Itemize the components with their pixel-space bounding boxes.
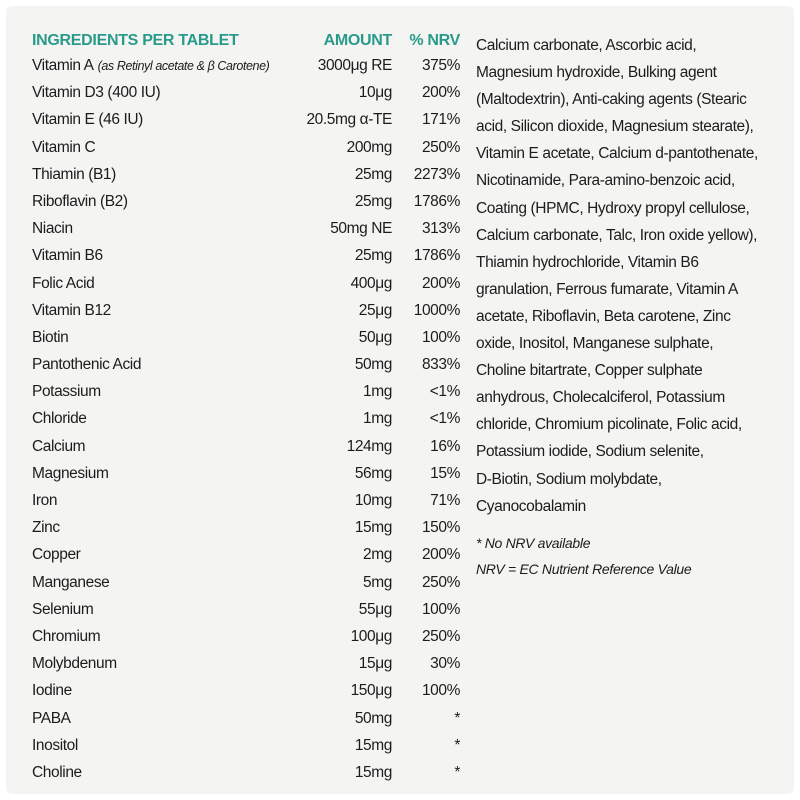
ingredients-line: chloride, Chromium picolinate, Folic acid, — [476, 416, 742, 434]
nutrient-amount: 200mg — [346, 138, 392, 156]
table-row — [32, 761, 472, 788]
nutrient-nrv: 71% — [430, 492, 460, 509]
table-row — [32, 489, 472, 516]
nutrient-nrv: 200% — [421, 274, 460, 292]
nutrient-name — [32, 574, 109, 592]
nutrient-name-text: Zinc — [32, 519, 60, 537]
nutrient-rows — [32, 54, 472, 788]
nutrient-name-text: Folic Acid — [32, 274, 95, 292]
table-row — [32, 734, 472, 761]
nutrient-name — [32, 139, 95, 157]
nutrient-name — [32, 275, 94, 293]
ingredients-line: Calcium carbonate, Talc, Iron oxide yellow), — [476, 226, 758, 244]
nutrient-name-text: Riboflavin (B2) — [32, 192, 128, 210]
nutrient-name — [32, 601, 93, 619]
ingredients-line: Nicotinamide, Para-amino-benzoic acid, — [476, 172, 735, 190]
ingredients-line: Calcium carbonate, Ascorbic acid, — [476, 37, 697, 54]
ingredients-line: oxide, Inositol, Manganese sulphate, — [476, 335, 714, 353]
table-row — [32, 462, 472, 489]
nutrient-nrv: 1000% — [413, 301, 460, 319]
ingredients-per-tablet-heading: INGREDIENTS PER TABLET — [32, 32, 239, 49]
table-header — [32, 30, 472, 54]
nutrient-amount: 10μg — [358, 84, 392, 102]
nutrient-amount: 3000μg RE — [317, 57, 392, 74]
nutrient-amount: 400μg — [350, 274, 392, 292]
nutrient-name — [32, 682, 72, 700]
nutrient-name — [32, 655, 117, 673]
table-row — [32, 435, 472, 462]
nutrient-amount: 1mg — [363, 383, 392, 401]
ingredients-line: Cyanocobalamin — [476, 497, 586, 515]
nutrient-name — [32, 84, 160, 102]
table-row — [32, 516, 472, 543]
table-row — [32, 244, 472, 271]
nutrient-name-text: Vitamin B12 — [32, 301, 111, 319]
ingredients-line: Thiamin hydrochloride, Vitamin B6 — [476, 253, 699, 271]
ingredients-line: anhydrous, Cholecalciferol, Potassium — [476, 389, 725, 407]
table-row — [32, 652, 472, 679]
nutrient-nrv: 313% — [421, 220, 460, 238]
nutrient-amount: 25mg — [354, 192, 392, 210]
nutrient-amount: 56mg — [354, 464, 392, 482]
table-row — [32, 380, 472, 407]
nutrient-name-text: Niacin — [32, 220, 73, 238]
nutrient-nrv: <1% — [429, 410, 460, 428]
nutrient-amount: 50mg — [354, 356, 392, 374]
nutrient-nrv: 375% — [421, 57, 460, 74]
nutrient-name-text: Molybdenum — [32, 655, 117, 673]
nutrient-name — [32, 465, 109, 483]
table-row — [32, 543, 472, 570]
nutrient-name — [32, 438, 85, 456]
ingredients-column — [476, 32, 782, 582]
nutrient-name-text: Magnesium — [32, 464, 109, 482]
nutrient-name — [32, 546, 80, 564]
nutrient-name — [32, 764, 82, 782]
nutrient-name-text: PABA — [32, 709, 71, 727]
table-row — [32, 679, 472, 706]
table-row — [32, 136, 472, 163]
nutrient-name-text: Inositol — [32, 736, 78, 754]
nutrient-name — [32, 57, 269, 75]
nutrient-name — [32, 220, 73, 238]
ingredients-line: Magnesium hydroxide, Bulking agent — [476, 64, 717, 82]
nutrient-name-text: Vitamin E (46 IU) — [32, 111, 143, 129]
nutrient-table — [32, 30, 472, 788]
nutrient-name-text: Vitamin A — [32, 57, 94, 74]
nutrient-amount: 50μg — [358, 328, 392, 346]
table-row — [32, 217, 472, 244]
nutrient-nrv: 15% — [430, 464, 460, 482]
ingredients-line: acid, Silicon dioxide, Magnesium stearate), — [476, 118, 754, 136]
table-row — [32, 81, 472, 108]
nutrient-nrv: 1786% — [413, 247, 460, 265]
nutrient-nrv: * — [454, 709, 460, 727]
nutrient-name — [32, 410, 87, 428]
nutrient-nrv: 16% — [430, 437, 460, 455]
table-row — [32, 625, 472, 652]
ingredients-line: Potassium iodide, Sodium selenite, — [476, 443, 704, 461]
nutrient-amount: 100μg — [350, 627, 392, 645]
nutrient-nrv: 250% — [421, 138, 460, 156]
table-row — [32, 407, 472, 434]
nutrient-nrv: * — [454, 763, 460, 781]
nutrient-name-text: Thiamin (B1) — [32, 165, 116, 183]
nrv-heading: % NRV — [409, 32, 460, 49]
nutrient-name-text: Pantothenic Acid — [32, 356, 142, 374]
nutrient-amount: 55μg — [358, 600, 392, 618]
nutrient-name-text: Calcium — [32, 437, 86, 455]
nutrient-nrv: * — [454, 736, 460, 754]
footnotes — [476, 530, 782, 582]
nutrient-nrv: 100% — [421, 328, 460, 346]
table-row — [32, 353, 472, 380]
nutrient-nrv: 100% — [421, 682, 460, 700]
nutrient-name — [32, 737, 78, 755]
ingredients-line: Vitamin E acetate, Calcium d-pantothenate, — [476, 145, 758, 163]
nutrient-name — [32, 628, 100, 646]
nutrient-amount: 5mg — [363, 573, 392, 591]
nutrient-name — [32, 710, 71, 728]
table-row — [32, 54, 472, 81]
ingredients-list — [476, 32, 782, 520]
nutrient-name — [32, 356, 141, 374]
nutrient-nrv: 100% — [421, 600, 460, 618]
nutrient-name — [32, 166, 116, 184]
nutrient-nrv: 250% — [421, 627, 460, 645]
nutrient-amount: 25mg — [354, 247, 392, 265]
table-row — [32, 299, 472, 326]
nutrient-name — [32, 383, 101, 401]
nutrient-amount: 2mg — [363, 546, 392, 564]
nutrient-nrv: 1786% — [413, 192, 460, 210]
ingredients-line: D-Biotin, Sodium molybdate, — [476, 470, 662, 488]
table-row — [32, 598, 472, 625]
nutrient-name-text: Vitamin C — [32, 138, 96, 156]
table-row — [32, 163, 472, 190]
table-row — [32, 108, 472, 135]
nutrient-name — [32, 519, 60, 537]
amount-heading: AMOUNT — [323, 32, 392, 49]
nutrition-panel — [6, 6, 794, 794]
table-row — [32, 272, 472, 299]
nutrient-name-text: Choline — [32, 763, 82, 781]
footnote-nrv-definition: NRV = EC Nutrient Reference Value — [476, 560, 692, 577]
nutrient-nrv: 200% — [421, 84, 460, 102]
nutrient-name-text: Vitamin B6 — [32, 247, 103, 265]
table-row — [32, 707, 472, 734]
nutrient-name — [32, 247, 103, 265]
nutrient-nrv: 833% — [421, 356, 460, 374]
nutrient-amount: 25mg — [354, 165, 392, 183]
nutrient-amount: 25μg — [358, 301, 392, 319]
nutrient-amount: 15mg — [354, 763, 392, 781]
nutrient-note: (as Retinyl acetate & β Carotene) — [97, 59, 270, 73]
ingredients-line: acetate, Riboflavin, Beta carotene, Zinc — [476, 307, 731, 325]
ingredients-line: Coating (HPMC, Hydroxy propyl cellulose, — [476, 199, 750, 217]
nutrient-name — [32, 111, 143, 129]
table-row — [32, 326, 472, 353]
nutrient-amount: 10mg — [354, 492, 392, 509]
nutrient-name-text: Copper — [32, 546, 81, 564]
nutrient-name-text: Iron — [32, 492, 58, 509]
nutrient-amount: 50mg NE — [330, 220, 392, 238]
ingredients-line: (Maltodextrin), Anti-caking agents (Stearic — [476, 91, 747, 109]
nutrient-name-text: Manganese — [32, 573, 110, 591]
nutrient-amount: 20.5mg α-TE — [306, 111, 392, 129]
nutrient-nrv: 30% — [430, 655, 460, 673]
nutrient-name — [32, 302, 111, 320]
nutrient-name-text: Iodine — [32, 682, 72, 700]
ingredients-line: granulation, Ferrous fumarate, Vitamin A — [476, 280, 738, 298]
nutrient-name-text: Biotin — [32, 328, 69, 346]
nutrient-amount: 50mg — [354, 709, 392, 727]
nutrient-amount: 15mg — [354, 736, 392, 754]
ingredients-line: Choline bitartrate, Copper sulphate — [476, 362, 703, 380]
nutrient-name-text: Vitamin D3 (400 IU) — [32, 84, 161, 102]
nutrient-name — [32, 193, 128, 211]
nutrient-nrv: <1% — [429, 383, 460, 401]
nutrient-nrv: 250% — [421, 573, 460, 591]
nutrient-name — [32, 492, 57, 510]
nutrient-amount: 15mg — [354, 519, 392, 537]
nutrient-nrv: 200% — [421, 546, 460, 564]
nutrient-name-text: Selenium — [32, 600, 94, 618]
nutrient-name-text: Chromium — [32, 627, 101, 645]
nutrient-amount: 150μg — [350, 682, 392, 700]
nutrient-nrv: 150% — [421, 519, 460, 537]
footnote-no-nrv: * No NRV available — [476, 534, 591, 551]
table-row — [32, 571, 472, 598]
nutrient-amount: 1mg — [363, 410, 392, 428]
nutrient-amount: 124mg — [346, 437, 392, 455]
nutrient-name-text: Potassium — [32, 383, 101, 401]
nutrient-nrv: 171% — [421, 111, 460, 129]
nutrient-name-text: Chloride — [32, 410, 87, 428]
nutrient-nrv: 2273% — [413, 165, 460, 183]
nutrient-name — [32, 329, 68, 347]
nutrient-amount: 15μg — [358, 655, 392, 673]
table-row — [32, 190, 472, 217]
